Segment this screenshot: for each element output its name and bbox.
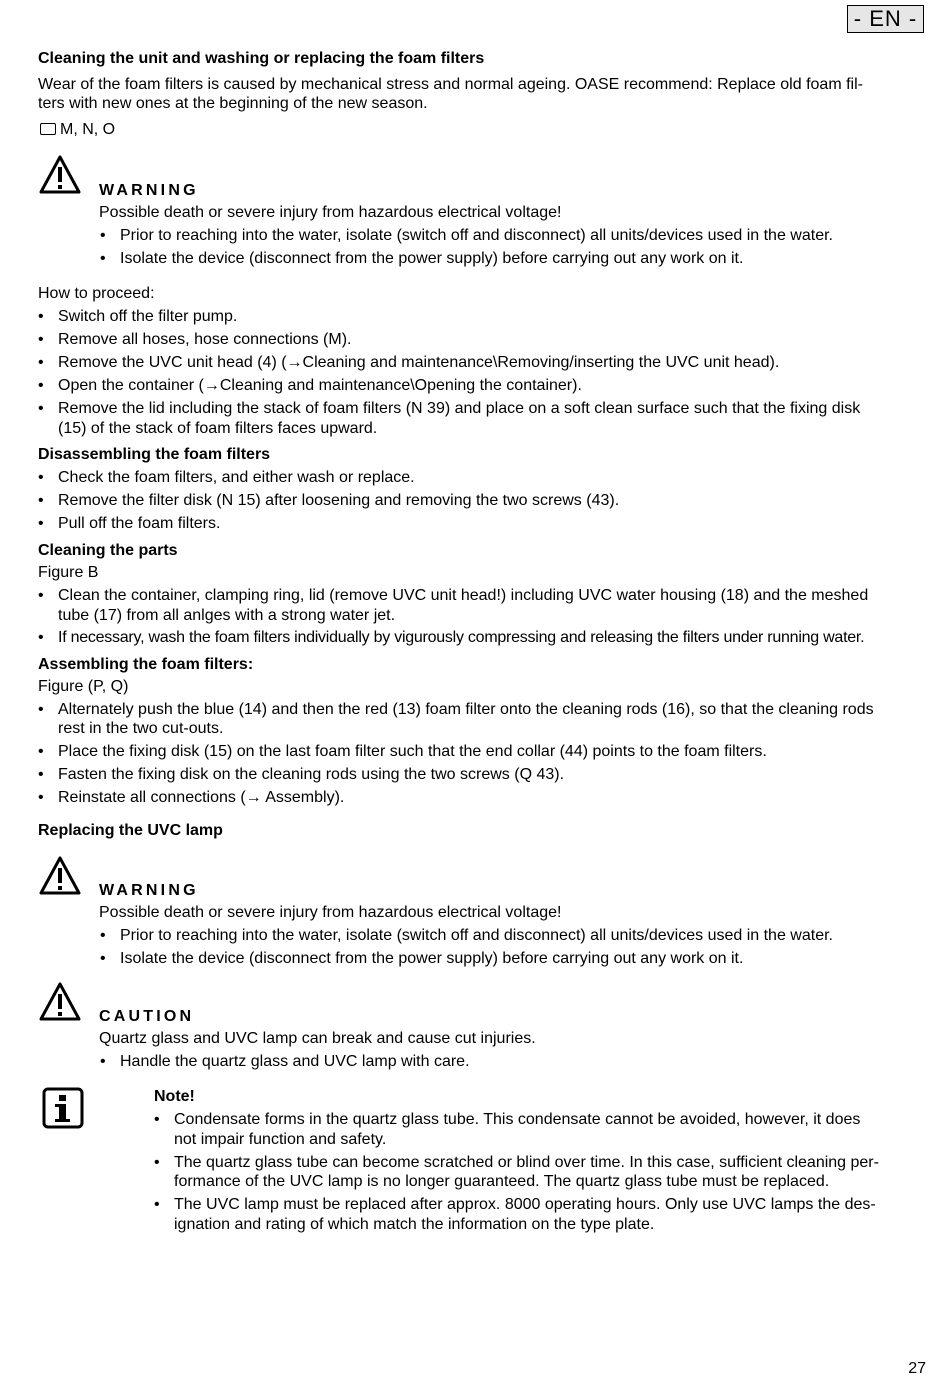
- intro-line-1: Wear of the foam filters is caused by mechanical stress and normal ageing. OASE recommend: Replace old foam fil-: [38, 76, 863, 93]
- warning-triangle-icon: [38, 855, 82, 897]
- warning-text: Possible death or severe injury from hazardous electrical voltage!: [99, 204, 562, 221]
- procedure-lead: How to proceed:: [38, 285, 155, 302]
- list-item-continuation: not impair function and safety.: [174, 1131, 387, 1148]
- figure-box-icon: [40, 123, 56, 135]
- list-item-continuation: (15) of the stack of foam filters faces upward.: [58, 420, 378, 437]
- list-item-continuation: ignation and rating of which match the information on the type plate.: [174, 1216, 655, 1233]
- page-number: 27: [908, 1360, 926, 1377]
- section-title-cleaning-parts: Cleaning the parts: [38, 542, 178, 559]
- figure-label: Figure (P, Q): [38, 678, 129, 695]
- caution-text: Quartz glass and UVC lamp can break and cause cut injuries.: [99, 1030, 536, 1047]
- list-item-continuation: formance of the UVC lamp is no longer guaranteed. The quartz glass tube must be replaced.: [174, 1173, 830, 1190]
- note-title: Note!: [154, 1088, 195, 1105]
- section-title-disassembling: Disassembling the foam filters: [38, 446, 271, 463]
- warning-title: WARNING: [99, 882, 199, 899]
- warning-triangle-icon: [38, 154, 82, 196]
- figure-label: Figure B: [38, 564, 99, 581]
- warning-text: Possible death or severe injury from hazardous electrical voltage!: [99, 904, 562, 921]
- language-badge: - EN -: [847, 5, 924, 33]
- section-title-assembling: Assembling the foam filters:: [38, 656, 254, 673]
- list-item-continuation: rest in the two cut-outs.: [58, 720, 224, 737]
- figure-reference: [40, 120, 115, 140]
- warning-title: WARNING: [99, 182, 199, 199]
- figure-reference-text: M, N, O: [60, 121, 116, 138]
- caution-triangle-icon: [38, 981, 82, 1023]
- info-note-icon: [42, 1087, 84, 1129]
- intro-line-2: ters with new ones at the beginning of the new season.: [38, 95, 428, 112]
- section-title-replacing-lamp: Replacing the UVC lamp: [38, 822, 223, 839]
- list-item-continuation: tube (17) from all anlges with a strong water jet.: [58, 607, 396, 624]
- section-title-cleaning-unit: Cleaning the unit and washing or replacing the foam filters: [38, 50, 485, 67]
- caution-title: CAUTION: [99, 1008, 195, 1025]
